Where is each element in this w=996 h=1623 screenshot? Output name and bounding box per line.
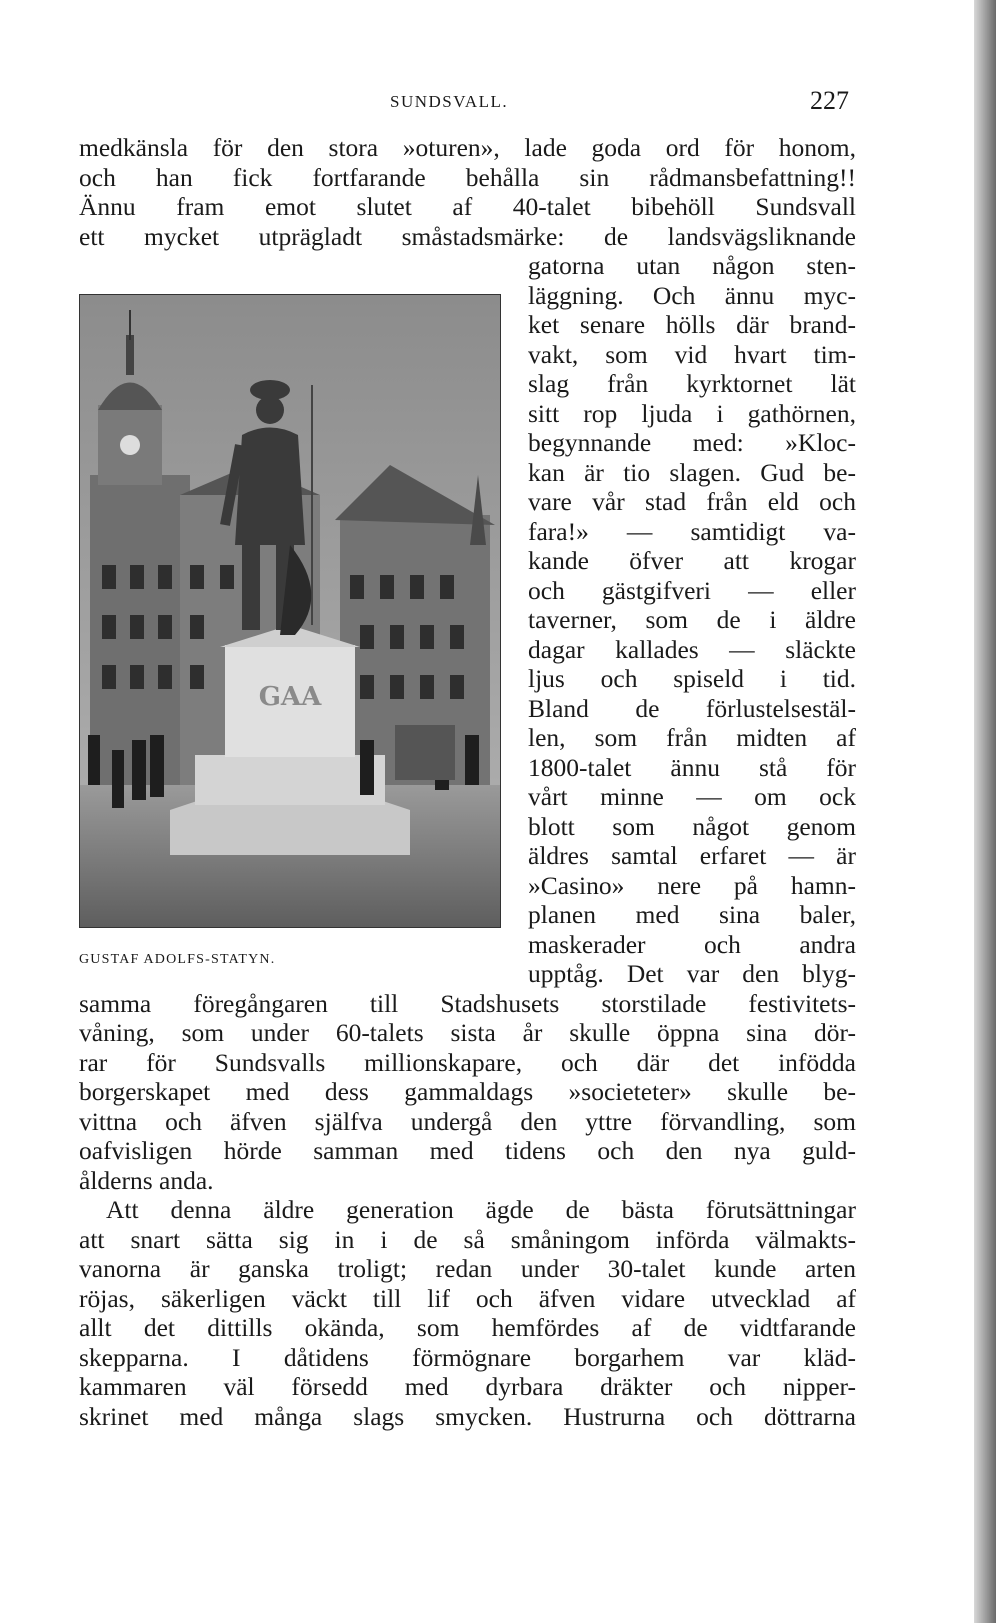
text-line: Bland de förlustelsestäl- [528,693,856,723]
text-line: samma föregångaren till Stadshusets storstilade festivitets- [79,988,856,1018]
text-line: taverner, som de i äldre [528,605,856,634]
page-edge-shadow [974,0,996,1623]
text-line: begynnande med: »Kloc- [528,428,856,457]
text-line: medkänsla för den stora »oturen», lade goda ord för honom, [79,133,856,162]
text-line: Att denna äldre generation ägde de bästa förutsättningar [106,1195,856,1224]
text-line: kammaren väl försedd med dyrbara dräkter och nipper- [79,1372,856,1401]
text-line: upptåg. Det var den blyg- [528,959,856,988]
text-line: maskerader och andra [528,929,856,959]
text-line: allt det dittills okända, som hemfördes af de vidtfarande [79,1313,856,1342]
text-line: äldres samtal erfaret — är [528,841,856,870]
text-line: Ännu fram emot slutet af 40-talet bibehöll Sundsvall [79,192,856,221]
text-line: röjas, säkerligen väckt till lif och äfven vidare utvecklad af [79,1283,856,1313]
tram-car [395,725,455,780]
text-line: vittna och äfven själfva undergå den yttre förvandling, som [79,1106,856,1136]
text-line: ljus och spiseld i tid. [528,664,856,693]
text-line: och han fick fortfarande behålla sin rådmansbefattning!! [79,162,856,192]
running-title: SUNDSVALL. [390,92,509,111]
text-line: ålderns anda. [79,1165,214,1195]
text-line: dagar kallades — släckte [528,634,856,664]
text-line: »Casino» nere på hamn- [528,870,856,900]
text-line: skrinet med många slags smycken. Hustrurna och döttrarna [79,1401,856,1431]
text-line: vakt, som vid hvart tim- [528,339,856,369]
text-line: vanorna är ganska troligt; redan under 30-talet kunde arten [79,1254,856,1283]
text-line: ket senare hölls där brand- [528,310,856,339]
text-line: gatorna utan någon sten- [528,251,856,280]
text-line: borgerskapet med dess gammaldags »societeter» skulle be- [79,1077,856,1106]
page-number: 227 [810,86,849,115]
text-line: oafvisligen hörde samman med tidens och den nya guld- [79,1136,856,1165]
text-line: att snart sätta sig in i de så småningom införda välmakts- [79,1224,856,1254]
text-line: vare vår stad från eld och [528,487,856,516]
text-line: skepparna. I dåtidens förmögnare borgarhem var kläd- [79,1342,856,1372]
statue-photograph [79,294,501,928]
text-line: våning, som under 60-talets sista år skulle öppna sina dör- [79,1018,856,1047]
text-line: len, som från midten af [528,723,856,752]
text-line: planen med sina baler, [528,900,856,929]
statue-illustration [80,295,500,927]
text-line: och gästgifveri — eller [528,575,856,605]
text-line: 1800-talet ännu stå för [528,752,856,782]
pedestal-inscription: GAA [258,682,322,712]
text-line: sitt rop ljuda i gathörnen, [528,398,856,428]
text-line: blott som något genom [528,811,856,841]
text-line: ett mycket utprägladt småstadsmärke: de landsvägsliknande [79,221,856,251]
text-line: vårt minne — om ock [528,782,856,811]
text-line: fara!» — samtidigt va- [528,516,856,546]
text-line: läggning. Och ännu myc- [528,280,856,310]
text-line: rar för Sundsvalls millionskapare, och där det infödda [79,1047,856,1077]
text-line: kande öfver att krogar [528,546,856,575]
text-line: slag från kyrktornet lät [528,369,856,398]
text-line: kan är tio slagen. Gud be- [528,457,856,487]
figure-caption: GUSTAF ADOLFS-STATYN. [79,952,276,967]
